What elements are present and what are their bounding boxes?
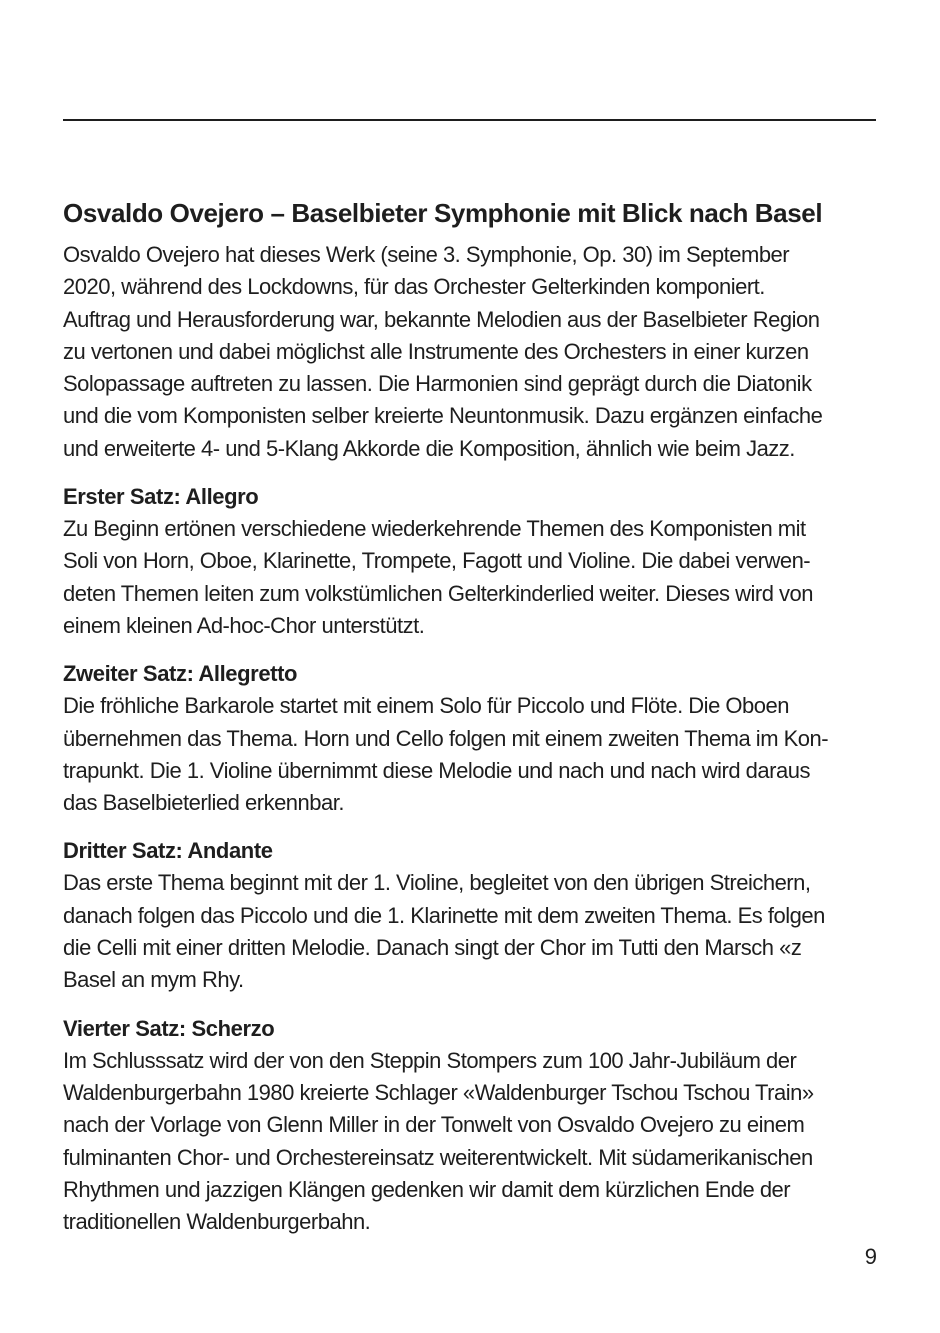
section-heading: Zweiter Satz: Allegretto bbox=[63, 661, 298, 687]
top-divider bbox=[63, 119, 876, 121]
section-zweiter-satz bbox=[63, 658, 876, 819]
article-title: Osvaldo Ovejero – Baselbieter Symphonie mit Blick nach Basel bbox=[63, 198, 823, 228]
section-text: Zu Beginn ertönen verschiedene wiederkehrende Themen des Komponisten mit Soli von Horn, Oboe, Klarinette, Trompete, Fagott und Violine. Die dabei verwen- deten Themen leiten zum volkstümlichen Gelterkinderlied weiter. Dieses wird von einem kleinen Ad-hoc-Chor unterstützt. bbox=[63, 516, 814, 638]
intro-paragraph: Osvaldo Ovejero hat dieses Werk (seine 3. Symphonie, Op. 30) im September 2020, während des Lockdowns, für das Orchester Gelterkinden komponiert. Auftrag und Herausforderung war, bekannte Melodien aus der Baselbieter Region zu vertonen und dabei möglichst alle Instrumente des Orchesters in einer kurzen Solopassage auftreten zu lassen. Die Harmonien sind geprägt durch die Diatonik und die vom Komponisten selber kreierte Neuntonmusik. Dazu ergänzen einfache und erweiterte 4- und 5-Klang Akkorde die Komposition, ähnlich wie beim Jazz. bbox=[63, 242, 823, 461]
section-text: Das erste Thema beginnt mit der 1. Violine, begleitet von den übrigen Streichern, danach folgen das Piccolo und die 1. Klarinette mit dem zweiten Thema. Es folgen die Celli mit einer dritten Melodie. Danach singt der Chor im Tutti den Marsch «z Basel an mym Rhy. bbox=[63, 870, 825, 993]
section-heading: Dritter Satz: Andante bbox=[63, 838, 273, 864]
section-heading: Vierter Satz: Scherzo bbox=[63, 1015, 275, 1041]
section-dritter-satz bbox=[63, 835, 876, 996]
section-vierter-satz bbox=[63, 1013, 876, 1239]
section-text: Die fröhliche Barkarole startet mit einem Solo für Piccolo und Flöte. Die Oboen übernehmen das Thema. Horn und Cello folgen mit einem zweiten Thema im Kon- trapunkt. Die 1. Violine übernimmt diese Melodie und nach und nach wird daraus das Baselbieterlied erkennbar. bbox=[63, 693, 829, 816]
section-text: Im Schlusssatz wird der von den Steppin Stompers zum 100 Jahr-Jubiläum der Waldenburgerbahn 1980 kreierte Schlager «Waldenburger Tschou Tschou Train» nach der Vorlage von Glenn Miller in der Tonwelt von Osvaldo Ovejero zu einem fulminanten Chor- und Orchestereinsatz weiterentwickelt. Mit südamerikanischen Rhythmen und jazzigen Klängen gedenken wir damit dem kürzlichen Ende der traditionellen Waldenburgerbahn. bbox=[63, 1047, 814, 1235]
section-heading: Erster Satz: Allegro bbox=[63, 484, 259, 510]
article bbox=[63, 193, 876, 1238]
section-erster-satz bbox=[63, 481, 876, 642]
page-number: 9 bbox=[864, 1244, 877, 1269]
